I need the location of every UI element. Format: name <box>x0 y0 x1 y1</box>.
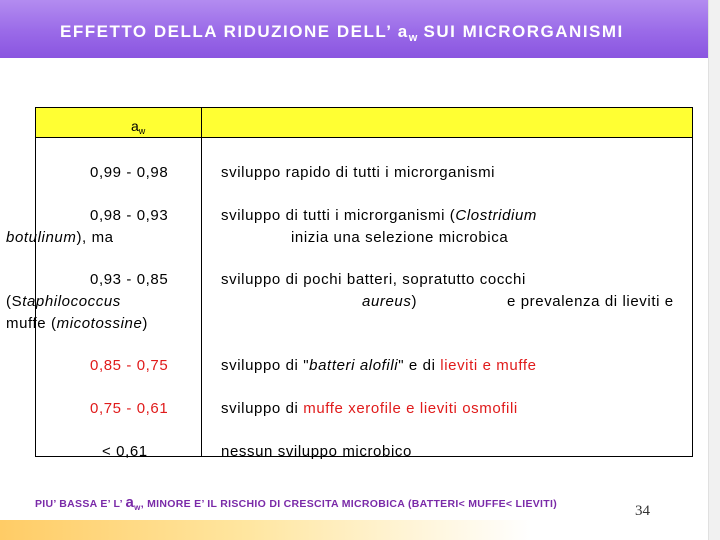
effect-cell-continued: botulinum), ma <box>6 229 114 246</box>
range-cell: < 0,61 <box>102 443 148 460</box>
page-number: 34 <box>635 503 650 519</box>
title-bar <box>0 0 708 58</box>
header-aw-label: $a_w$ <box>131 118 146 136</box>
table-header <box>36 108 692 138</box>
slide-title <box>60 22 624 42</box>
bottom-decor-bar <box>0 520 708 540</box>
range-cell: 0,99 - 0,98 <box>90 164 169 181</box>
effect-cell: sviluppo di "batteri alofili" e di lieviti e muffe <box>221 357 537 374</box>
effect-cell: sviluppo di muffe xerofile e lieviti osmofili <box>221 400 518 417</box>
range-cell: 0,93 - 0,85 <box>90 271 169 288</box>
title-subscript: w <box>408 32 418 44</box>
title-rest: SUI MICRORGANISMI <box>417 22 624 41</box>
right-decor-stripe <box>708 0 720 540</box>
effect-cell-continued: (Staphilococcus <box>6 293 121 310</box>
effect-cell: sviluppo di pochi batteri, sopratutto cocchi <box>221 271 526 288</box>
effect-cell-continued: inizia una selezione microbica <box>291 229 509 246</box>
title-main: EFFETTO DELLA RIDUZIONE DELL’ a <box>60 22 409 41</box>
footer-note: PIU’ BASSA E’ L’ $a_w$, MINORE E’ IL RISCHIO DI CRESCITA MICROBICA (BATTERI< MUFFE< LIEVITI) <box>35 494 558 512</box>
effect-cell-continued: e prevalenza di lieviti e <box>507 293 674 310</box>
effect-cell-continued: muffe (micotossine) <box>6 315 149 332</box>
effect-cell: sviluppo rapido di tutti i microrganismi <box>221 164 496 181</box>
effect-cell: nessun sviluppo microbico <box>221 443 412 460</box>
column-divider <box>201 108 202 456</box>
range-cell: 0,98 - 0,93 <box>90 207 169 224</box>
effect-cell: sviluppo di tutti i microrganismi (Clostridium <box>221 207 538 224</box>
range-cell: 0,75 - 0,61 <box>90 400 169 417</box>
range-cell: 0,85 - 0,75 <box>90 357 169 374</box>
effect-cell-continued: aureus) <box>362 293 418 310</box>
